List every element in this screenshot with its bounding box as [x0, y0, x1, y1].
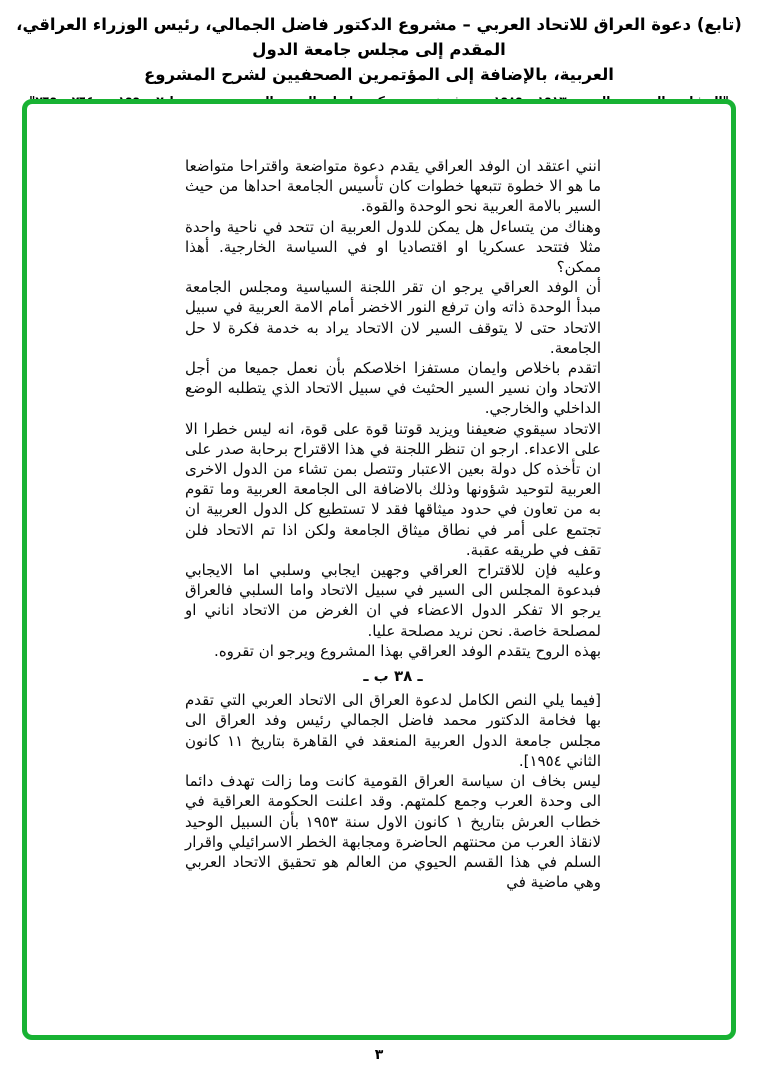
paragraph: ليس بخاف ان سياسة العراق القومية كانت وما زالت تهدف دائما الى وحدة العرب وجمع كلمتهم. وقد اعلنت الحكومة العراقية في خطاب العرش بتاريخ ١ كانون الاول سنة ١٩٥٣ بأن السبيل الوحيد لانقاذ العرب من محنتهم الحاضرة ومجابهة الخطر الاسرائيلي واقرار السلم في هذا القسم الحيوي من العالم هو تحقيق الاتحاد العربي وهي ماضية في: [185, 772, 601, 892]
page-number: ٣: [374, 1047, 384, 1063]
header-title-line1: (تابع) دعوة العراق للاتحاد العربي – مشروع الدكتور فاضل الجمالي، رئيس الوزراء العراقي، المقدم إلى مجلس جامعة الدول: [16, 15, 742, 59]
page-header: [10, 12, 748, 110]
paragraph: بهذه الروح يتقدم الوفد العراقي بهذا المشروع ويرجو ان تقروه.: [214, 641, 601, 660]
paragraph: انني اعتقد ان الوفد العراقي يقدم دعوة متواضعة واقتراحا متواضعا ما هو الا خطوة تتبعها خطوات كان تأسيس الجامعة احداها من حيث السير بالامة العربية نحو الوحدة والقوة.: [185, 157, 601, 216]
header-title-line2: العربية، بالإضافة إلى المؤتمرين الصحفيين لشرح المشروع: [144, 65, 614, 84]
section-heading: ـ ٣٨ ب ـ: [363, 667, 423, 686]
paragraph: الاتحاد سيقوي ضعيفنا ويزيد قوتنا قوة على قوة، انه ليس خطرا الا على الاعداء. ارجو ان تنظر اللجنة في هذا الاقتراح برحابة صدر على ان تأخذه كل دولة بعين الاعتبار وتتصل بمن تشاء من الدول الاخرى العربية لتوحيد شؤونها وذلك بالاضافة الى الجامعة العربية وما تقوم به من تعاون في حدود ميثاقها فقد لا تستطيع كل الدول العربية ان تجتمع على أمر في نطاق ميثاق الجامعة ولكن اذا تم الاتحاد فلن تقف في طريقه عقبة.: [185, 419, 601, 559]
paragraph: أن الوفد العراقي يرجو ان تقر اللجنة السياسية ومجلس الجامعة مبدأ الوحدة ذاته وان ترفع النور الاخضر أمام الامة العربية في سبيل الاتحاد حتى لا يتوقف السير لان الاتحاد يراد به خدمة فكرة لا حل الجامعة.: [185, 278, 601, 357]
paragraph: اتقدم باخلاص وايمان مستفزا اخلاصكم بأن نعمل جميعا من أجل الاتحاد وان نسير السير الحثيث في سبيل الاتحاد الذي يتطلبه الوضع الداخلي والخارجي.: [185, 359, 601, 418]
body-text: [185, 156, 601, 892]
paragraph: [فيما يلي النص الكامل لدعوة العراق الى الاتحاد العربي التي تقدم بها فخامة الدكتور محمد فاضل الجمالي رئيس وفد العراق الى مجلس جامعة الدول العربية المنعقد في القاهرة بتاريخ ١١ كانون الثاني ١٩٥٤].: [185, 691, 601, 770]
paragraph: وعليه فإن للاقتراح العراقي وجهين ايجابي وسلبي اما الايجابي فبدعوة المجلس الى السير في سبيل الاتحاد واما السلبي فالعراق يرجو الا تفكر الدول الاعضاء في ان الغرض من الاتحاد اناني او لمصلحة خاصة. نحن نريد مصلحة عليا.: [185, 561, 601, 640]
paragraph: وهناك من يتساءل هل يمكن للدول العربية ان تتحد في ناحية واحدة مثلا فتتحد عسكريا او اقتصاديا او في السياسة الخارجية. أهذا ممكن؟: [185, 217, 601, 277]
